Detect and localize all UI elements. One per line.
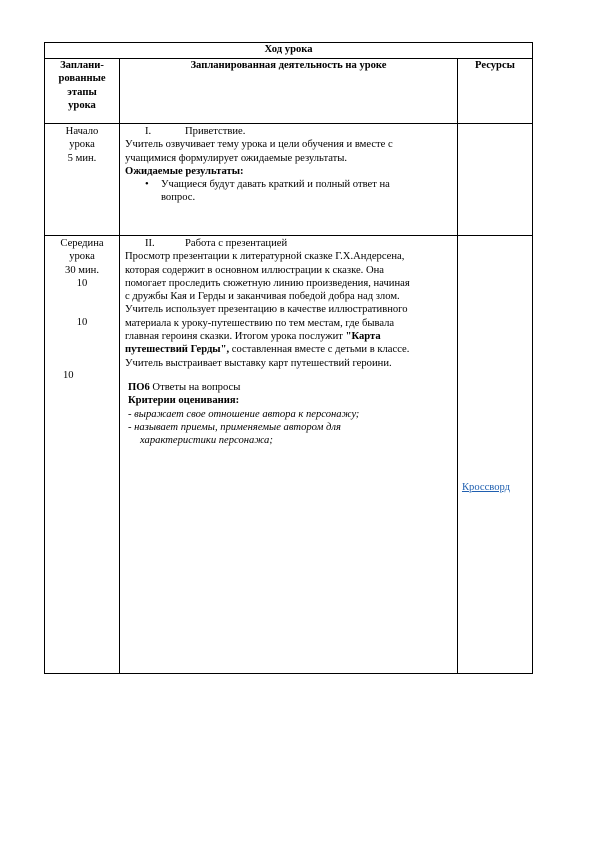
list-item-text: • Учащиеся будут давать краткий и полный ответ на <box>161 179 390 191</box>
header-stages <box>45 59 120 124</box>
header-stages-line: Заплани- <box>60 60 104 71</box>
stage-text: урока <box>69 139 95 151</box>
resources-cell <box>457 124 532 236</box>
criteria-item: характеристики персонажа; <box>140 435 273 447</box>
activity-text: помогает проследить сюжетную линию произведения, начиная <box>125 277 410 289</box>
section-title: Приветствие. <box>185 126 246 137</box>
expected-results-list <box>125 178 452 205</box>
list-item-text: вопрос. <box>161 192 196 204</box>
criteria-item: - называет приемы, применяемые автором для <box>128 421 341 433</box>
po-line <box>128 381 452 394</box>
stage-cell <box>45 236 120 674</box>
activity-text <box>125 343 452 356</box>
section-heading <box>125 237 452 250</box>
table-row <box>45 124 533 236</box>
stage-cell <box>45 124 120 236</box>
expected-results-label: Ожидаемые результаты: <box>125 165 244 177</box>
substage-duration: 10 <box>63 370 74 382</box>
assessment-block <box>125 381 452 447</box>
crossword-link[interactable]: Кроссворд <box>461 482 511 493</box>
table-title: Ход урока <box>45 43 533 59</box>
resources-cell <box>457 236 532 674</box>
activity-text: которая содержит в основном иллюстрации к сказке. Она <box>125 264 384 276</box>
map-title-part: "Карта <box>345 331 381 343</box>
activity-text-part: составленная вместе с детьми в классе. <box>229 344 410 356</box>
po-text: Ответы на вопросы <box>149 381 241 393</box>
map-title-part: путешествий Герды", <box>125 344 230 356</box>
activity-text: Учитель выстраивает выставку карт путешествий героини. <box>125 357 392 369</box>
activity-text-part: главная героиня сказки. Итогом урока послужит <box>125 331 346 343</box>
header-stages-line: этапы <box>67 86 97 98</box>
section-number: I. <box>145 126 152 137</box>
activity-cell <box>120 124 458 236</box>
table-row <box>45 236 533 674</box>
lesson-plan-table <box>44 42 533 674</box>
stage-text: урока <box>69 251 95 263</box>
activity-text: с дружбы Кая и Герды и заканчивая победой добра над злом. <box>125 291 400 303</box>
table-header-row <box>45 59 533 124</box>
activity-text: Просмотр презентации к литературной сказке Г.Х.Андерсена, <box>125 251 405 263</box>
activity-text: Учитель использует презентацию в качестве иллюстративного <box>125 304 408 316</box>
table-title-row <box>45 43 533 59</box>
stage-text: Начало <box>65 126 99 137</box>
activity-text: учащимися формулирует ожидаемые результаты. <box>125 152 348 164</box>
stage-duration: 5 мин. <box>67 152 97 164</box>
criteria-item: - выражает свое отношение автора к персонажу; <box>128 408 360 420</box>
stage-text: Середина <box>60 238 104 249</box>
section-number: II. <box>145 238 155 249</box>
header-activity: Запланированная деятельность на уроке <box>120 59 458 124</box>
substage-duration: 10 <box>76 277 88 289</box>
header-stages-line: рованные <box>58 73 106 85</box>
section-title: Работа с презентацией <box>185 238 288 249</box>
list-item <box>161 178 452 205</box>
header-resources: Ресурсы <box>457 59 532 124</box>
stage-duration: 30 мин. <box>65 264 99 276</box>
po-label: ПО6 <box>128 381 150 393</box>
activity-text: материала к уроку-путешествию по тем местам, где бывала <box>125 317 395 329</box>
activity-text: Учитель озвучивает тему урока и цели обучения и вместе с <box>125 139 393 151</box>
header-stages-line: урока <box>68 99 96 111</box>
activity-cell <box>120 236 458 674</box>
substage-duration: 10 <box>76 317 88 329</box>
section-heading <box>125 125 452 138</box>
activity-text <box>125 330 452 343</box>
criteria-label: Критерии оценивания: <box>128 395 240 407</box>
